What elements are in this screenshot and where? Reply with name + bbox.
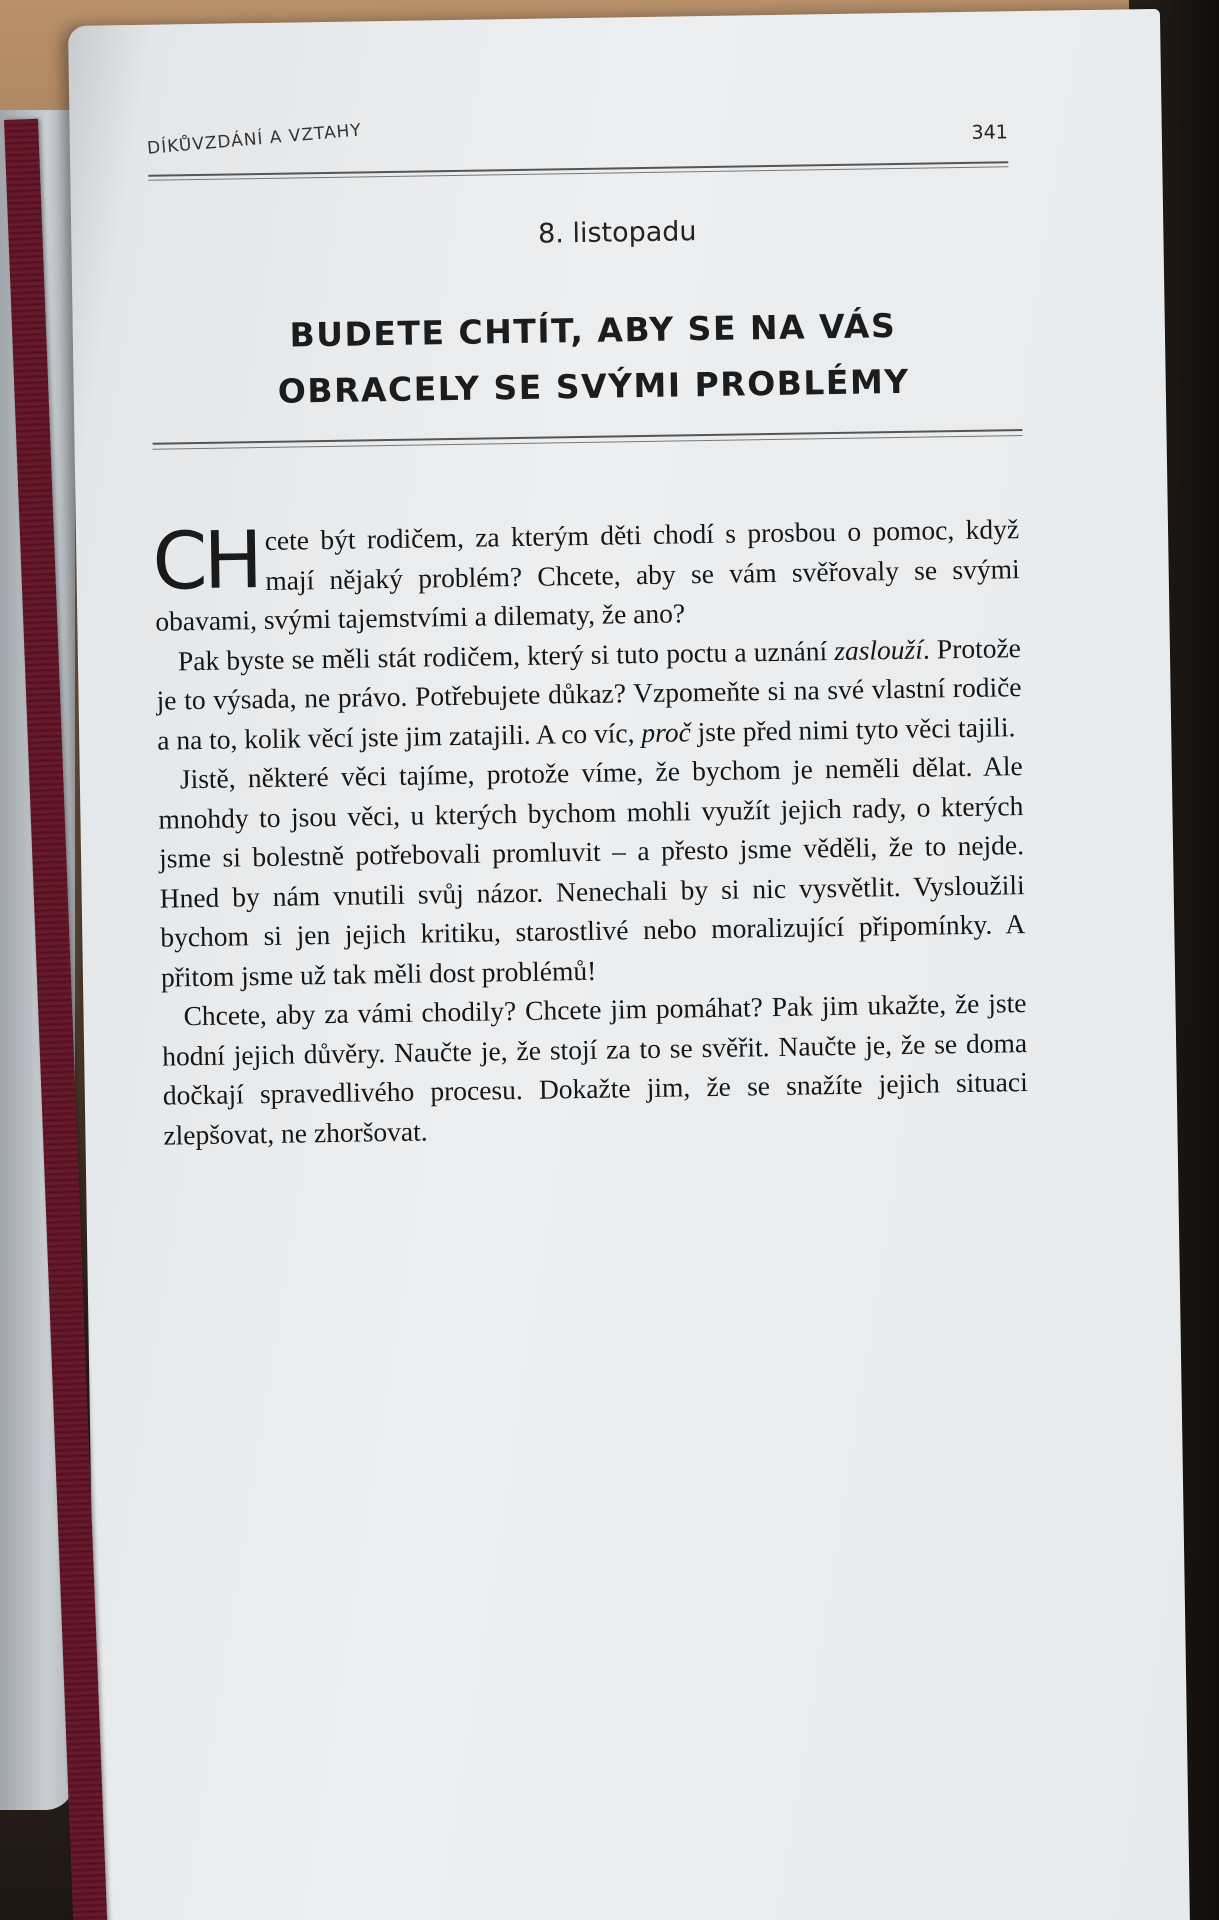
paragraph-1-text: cete být rodičem, za kterým děti chodí s prosbou o pomoc, když mají nějaký problém? Chcete, aby se vám svěřovaly se svými obavami, svými tajemstvími a dilematy, že ano? bbox=[155, 513, 1020, 637]
paragraph-2-emphasis-2: proč bbox=[641, 715, 691, 748]
book-page bbox=[68, 9, 1191, 1920]
entry-title-line-2: OBRACELY SE SVÝMI PROBLÉMY bbox=[277, 361, 910, 411]
paragraph-4: Chcete, aby za vámi chodily? Chcete jim pomáhat? Pak jim ukažte, že jste hodní jejich důvěry. Naučte je, že stojí za to se svěřit. Naučte je, že se doma dočkají spravedlivého procesu. Dokažte jim, že se snažíte jejich situaci zlepšovat, ne zhoršovat. bbox=[161, 987, 1028, 1151]
paragraph-2-emphasis-1: zaslouží bbox=[833, 633, 924, 666]
body-text bbox=[151, 509, 1029, 1155]
running-head: DÍKŮVZDÁNÍ A VZTAHY bbox=[146, 120, 363, 159]
entry-date: 8. listopadu bbox=[537, 216, 697, 250]
page-header bbox=[148, 121, 1009, 195]
paragraph-2 bbox=[156, 628, 1023, 760]
page-number: 341 bbox=[971, 121, 1008, 144]
paragraph-1 bbox=[151, 509, 1021, 641]
drop-cap: CH bbox=[151, 514, 260, 608]
paragraph-2-text-c: jste před nimi tyto věci tajili. bbox=[690, 710, 1016, 747]
paragraph-3: Jistě, některé věci tajíme, protože víme, že bychom je neměli dělat. Ale mnohdy to jsou věci, u kterých bychom mohli využít jejich rady, o kterých jsme si bolestně potřebovali promluvit – a přesto jsme věděli, že to nejde. Hned by nám vnutili svůj názor. Nenechali by si nic vysvětlit. Vysloužili bychom si jen jejich kritiku, starostlivé nebo moralizující připomínky. A přitom jsme už tak měli dost problémů! bbox=[158, 750, 1026, 993]
entry-title-line-1: BUDETE CHTÍT, ABY SE NA VÁS bbox=[289, 306, 897, 355]
entry-title bbox=[162, 296, 1024, 421]
paragraph-2-text-b: . Protože je to výsada, ne právo. Potřebujete důkaz? Vzpomeňte si na své vlastní rodiče a na to, kolik věcí jste jim zatajili. A co víc, bbox=[156, 631, 1022, 756]
paragraph-2-text-a: Pak byste se měli stát rodičem, který si tuto poctu a uznání bbox=[177, 634, 835, 676]
